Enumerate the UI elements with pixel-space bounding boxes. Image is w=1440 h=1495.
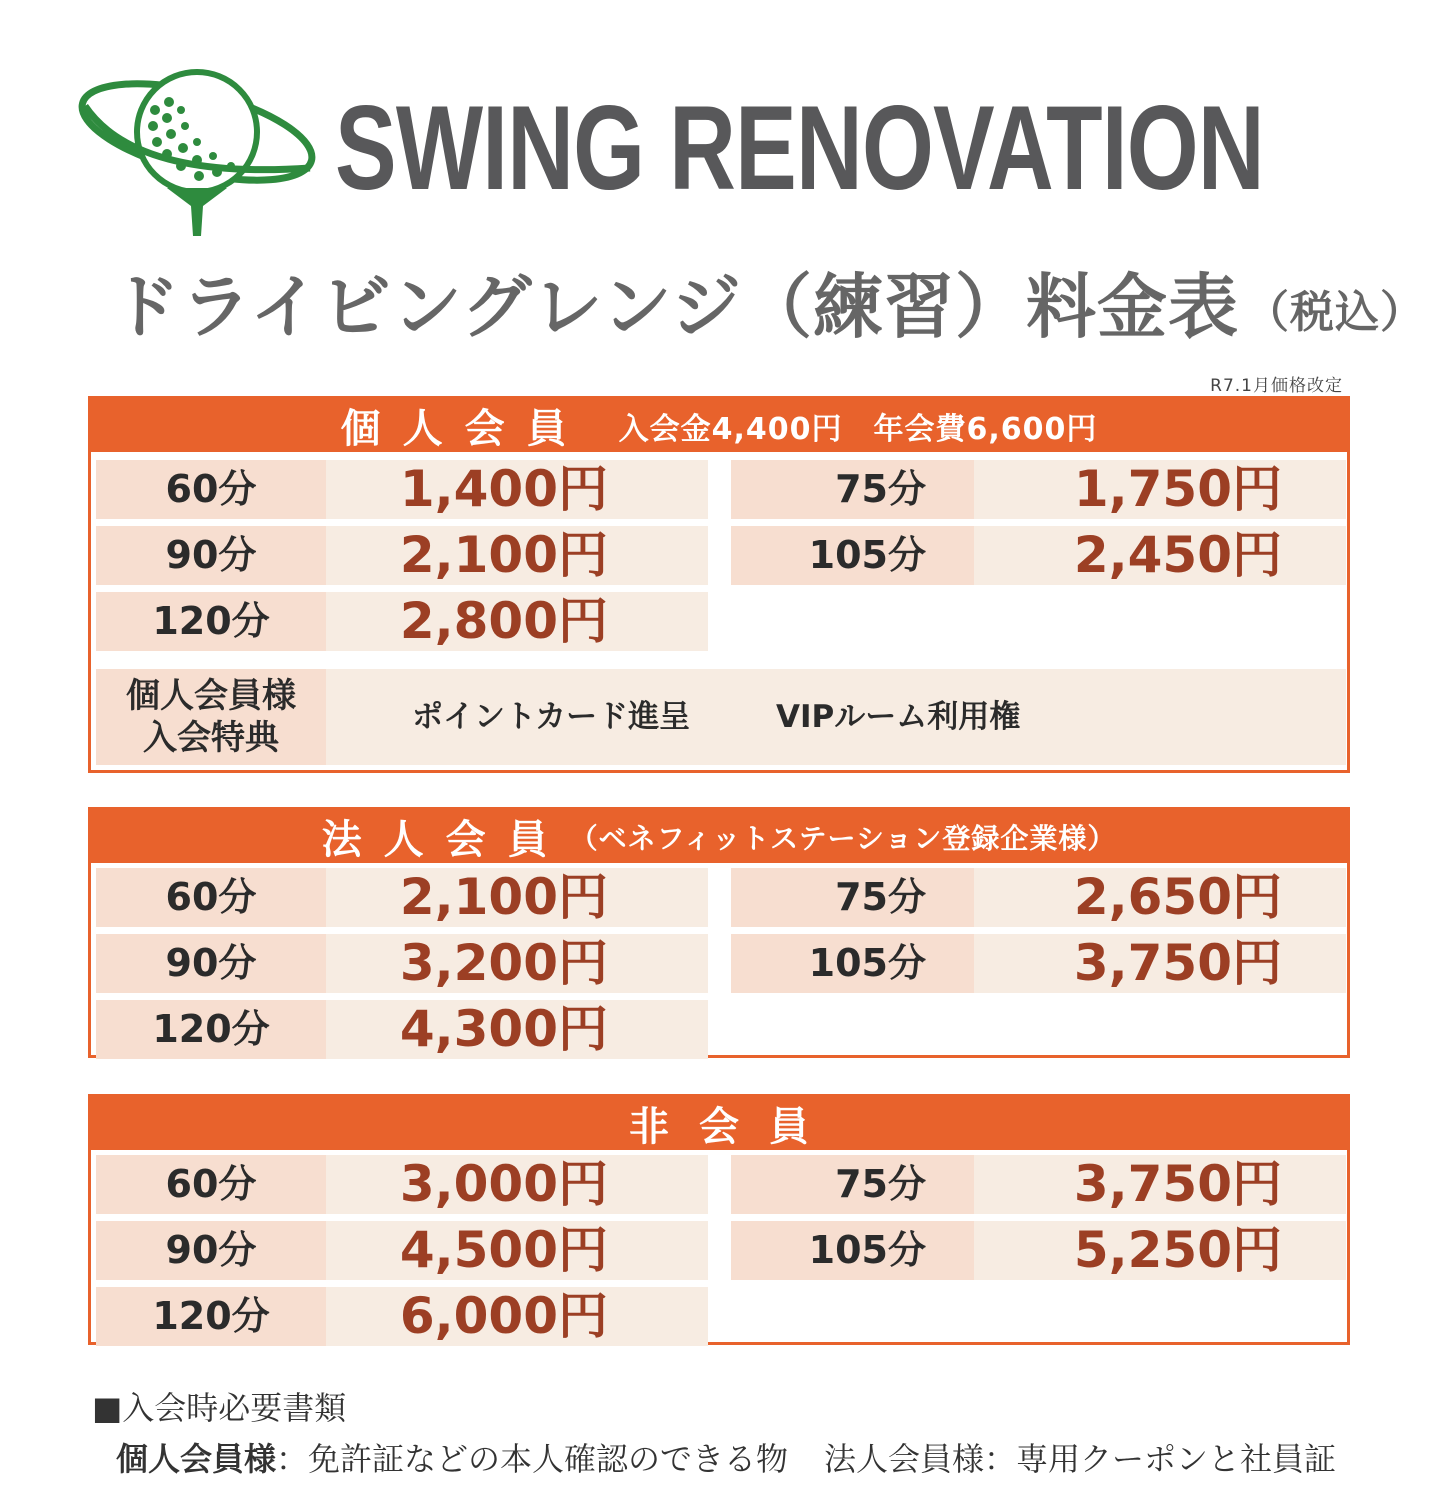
price-value: 5,250円 [974, 1221, 1346, 1280]
section-title: 法人会員 [321, 817, 570, 863]
price-value: 2,650円 [974, 868, 1346, 927]
nonmember-section [88, 1094, 1350, 1345]
page-title-main: ドライビングレンジ（練習）料金表 [110, 266, 1239, 348]
price-value: 6,000円 [326, 1287, 708, 1346]
duration-label: 120分 [96, 1000, 326, 1059]
tax-included-note: （税込） [1245, 287, 1425, 338]
individual-docs-label: 個人会員様 [116, 1440, 277, 1478]
brand-title: SWING RENOVATION [335, 81, 1264, 215]
duration-label: 120分 [96, 1287, 326, 1346]
revision-note: R7.1月価格改定 [1210, 376, 1343, 396]
duration-label: 90分 [96, 1221, 326, 1280]
price-value: 4,500円 [326, 1221, 708, 1280]
corporate-docs-text: ：専用クーポンと社員証 [984, 1440, 1337, 1478]
price-value: 4,300円 [326, 1000, 708, 1059]
section-note: （ベネフィットステーション登録企業様） [569, 821, 1117, 855]
duration-label: 105分 [731, 526, 974, 585]
price-value: 2,450円 [974, 526, 1346, 585]
price-value: 2,800円 [326, 592, 708, 651]
duration-label: 75分 [731, 460, 974, 519]
duration-label: 90分 [96, 526, 326, 585]
required-documents-detail [116, 1434, 1336, 1480]
duration-label: 60分 [96, 460, 326, 519]
required-documents-heading: ■入会時必要書類 [92, 1389, 347, 1427]
duration-label: 60分 [96, 1155, 326, 1214]
duration-label: 75分 [731, 1155, 974, 1214]
duration-label: 105分 [731, 1221, 974, 1280]
corporate-section-header [91, 810, 1347, 863]
price-value: 2,100円 [326, 526, 708, 585]
benefit-label-line: 入会特典 [143, 718, 279, 758]
price-value: 3,750円 [974, 1155, 1346, 1214]
benefit-item: VIPルーム利用権 [776, 699, 1021, 735]
individual-section-header [91, 399, 1347, 452]
duration-label: 60分 [96, 868, 326, 927]
duration-label: 120分 [96, 592, 326, 651]
section-title: 個人会員 [340, 406, 589, 452]
duration-label: 75分 [731, 868, 974, 927]
price-value: 1,750円 [974, 460, 1346, 519]
individual-docs-text: ：免許証などの本人確認のできる物 [276, 1440, 789, 1478]
benefit-item: ポイントカード進呈 [412, 699, 691, 735]
nonmember-section-header [91, 1097, 1347, 1150]
price-value: 2,100円 [326, 868, 708, 927]
corporate-docs-label: 法人会員様 [824, 1440, 985, 1478]
price-value: 3,200円 [326, 934, 708, 993]
price-value: 1,400円 [326, 460, 708, 519]
duration-label: 90分 [96, 934, 326, 993]
section-fee-note: 入会金4,400円 年会費6,600円 [618, 411, 1098, 447]
individual-member-section [88, 396, 1350, 773]
price-value: 3,000円 [326, 1155, 708, 1214]
corporate-member-section [88, 807, 1350, 1058]
benefit-label [96, 669, 326, 765]
duration-label: 105分 [731, 934, 974, 993]
page-title [110, 262, 1425, 352]
header [0, 0, 1440, 396]
section-title: 非会員 [629, 1104, 839, 1150]
price-value: 3,750円 [974, 934, 1346, 993]
benefit-list [326, 669, 1346, 765]
benefit-label-line: 個人会員様 [126, 676, 296, 716]
golf-ball-logo-icon [75, 60, 325, 240]
